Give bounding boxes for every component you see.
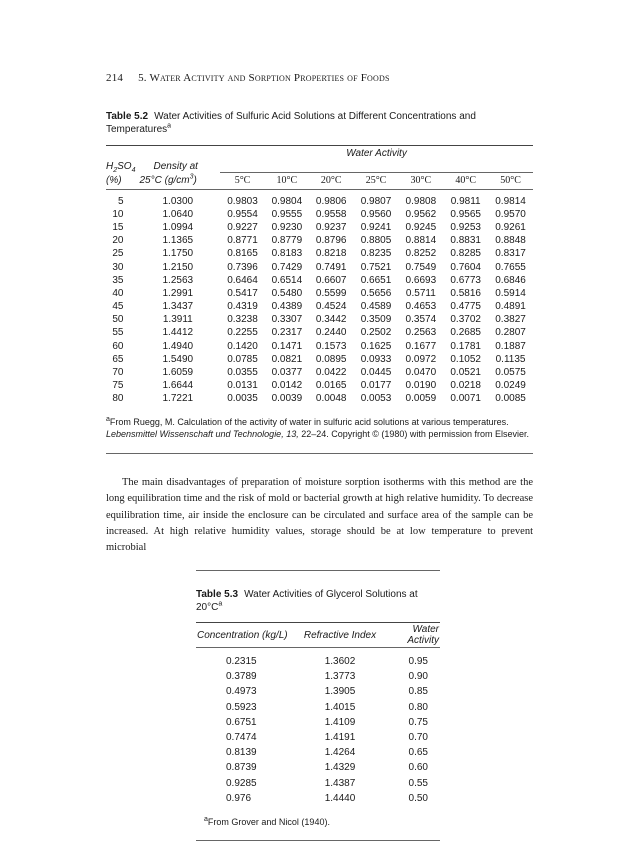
table-cell: 0.1887 bbox=[495, 340, 526, 352]
table-cell: 1.3773 bbox=[324, 671, 356, 683]
table-cell: 0.4653 bbox=[405, 301, 437, 313]
table-cell: 0.9803 bbox=[227, 195, 258, 207]
table-cell: 0.0785 bbox=[227, 353, 258, 365]
temp-header: 25°C bbox=[365, 175, 387, 186]
col-density-header: Density at bbox=[153, 161, 198, 172]
table-cell: 0.8218 bbox=[315, 248, 347, 260]
table-cell: 0.6751 bbox=[226, 716, 257, 728]
table-cell: 1.7221 bbox=[162, 393, 194, 405]
table-cell: 1.3911 bbox=[162, 314, 193, 326]
col-h2so4-header: $H_2SO_4$ bbox=[106, 161, 136, 174]
table-cell: 10 bbox=[112, 208, 124, 220]
table-cell: 0.3307 bbox=[271, 314, 303, 326]
table-cell: 0.4589 bbox=[360, 301, 392, 313]
table-cell: 0.0048 bbox=[315, 393, 347, 405]
table-cell: 0.4973 bbox=[226, 686, 257, 698]
col-water-activity-header: Water Activity bbox=[407, 624, 439, 646]
table-cell: 0.65 bbox=[408, 747, 428, 759]
table-cell: 0.9285 bbox=[226, 777, 257, 789]
table-cell: 0.976 bbox=[226, 792, 252, 804]
table-cell: 0.75 bbox=[408, 716, 428, 728]
table-cell: 0.0249 bbox=[495, 380, 526, 392]
table-cell: 0.7604 bbox=[450, 261, 481, 273]
table-cell: 0.9808 bbox=[405, 195, 437, 207]
table-cell: 0.3238 bbox=[227, 314, 258, 326]
table-cell: 45 bbox=[112, 301, 124, 313]
table-cell: 0.3574 bbox=[405, 314, 437, 326]
table-cell: 0.50 bbox=[408, 792, 428, 804]
table-cell: 0.9570 bbox=[495, 208, 526, 220]
table-row bbox=[106, 287, 533, 300]
table-cell: 0.3509 bbox=[360, 314, 392, 326]
table-cell: 0.4524 bbox=[315, 301, 347, 313]
table-cell: 75 bbox=[112, 380, 124, 392]
table-cell: 65 bbox=[112, 353, 124, 365]
table-cell: 0.0895 bbox=[315, 353, 347, 365]
table-cell: 0.7474 bbox=[226, 732, 257, 744]
table-cell: 70 bbox=[112, 367, 124, 379]
table-cell: 1.2563 bbox=[162, 274, 194, 286]
table-row bbox=[106, 247, 533, 260]
table-cell: 0.0445 bbox=[360, 367, 392, 379]
table-cell: 0.1052 bbox=[450, 353, 481, 365]
table-cell: 0.6514 bbox=[271, 274, 303, 286]
table-cell: 0.0071 bbox=[450, 393, 481, 405]
table-cell: 0.3442 bbox=[315, 314, 347, 326]
table-cell: 0.95 bbox=[408, 656, 428, 668]
table-cell: 0.0218 bbox=[450, 380, 481, 392]
sulfuric-acid-table bbox=[106, 146, 533, 406]
table-cell: 0.0355 bbox=[227, 367, 258, 379]
table-cell: 0.0470 bbox=[405, 367, 437, 379]
table-cell: 0.55 bbox=[408, 777, 428, 789]
table-cell: 0.0165 bbox=[315, 380, 347, 392]
table-row bbox=[106, 340, 533, 353]
col-concentration-header: Concentration (kg/L) bbox=[197, 629, 288, 641]
table-cell: 0.5816 bbox=[450, 287, 481, 299]
table-row bbox=[196, 715, 440, 730]
table-cell: 0.9562 bbox=[405, 208, 437, 220]
table-row bbox=[106, 208, 533, 221]
table-row bbox=[196, 730, 440, 745]
table-cell: 0.0085 bbox=[495, 393, 526, 405]
table-cell: 55 bbox=[112, 327, 124, 339]
table-cell: 1.4191 bbox=[324, 732, 356, 744]
table-cell: 0.0131 bbox=[227, 380, 258, 392]
table-row bbox=[106, 195, 533, 208]
table-cell: 0.8139 bbox=[226, 747, 257, 759]
table-cell: 0.5417 bbox=[227, 287, 258, 299]
table-5-2-caption-text: Water Activities of Sulfuric Acid Solutions at Different Concentrations and Temperatures bbox=[106, 111, 476, 135]
table-cell: 0.9554 bbox=[227, 208, 258, 220]
table-5-2 bbox=[106, 110, 533, 454]
table-cell: 0.5656 bbox=[360, 287, 392, 299]
table-cell: 0.1135 bbox=[495, 353, 526, 365]
table-cell: 0.2502 bbox=[360, 327, 392, 339]
table-5-3-caption-text: Water Activities of Glycerol Solutions at 20°C bbox=[196, 589, 418, 613]
table-cell: 0.2563 bbox=[405, 327, 437, 339]
table-cell: 0.9253 bbox=[450, 221, 481, 233]
table-cell: 0.8317 bbox=[495, 248, 526, 260]
sulfuric-acid-table-body bbox=[106, 195, 533, 406]
table-cell: 0.8779 bbox=[271, 235, 303, 247]
table-cell: 0.0821 bbox=[271, 353, 303, 365]
table-cell: 0.9565 bbox=[450, 208, 481, 220]
table-cell: 60 bbox=[112, 340, 124, 352]
table-cell: 0.2807 bbox=[495, 327, 526, 339]
col-percent-header: (%) bbox=[106, 174, 122, 186]
table-cell: 1.0994 bbox=[162, 221, 194, 233]
table-cell: 0.7655 bbox=[495, 261, 526, 273]
table-cell: 35 bbox=[112, 274, 124, 286]
table-cell: 80 bbox=[112, 393, 124, 405]
table-cell: 0.80 bbox=[408, 701, 428, 713]
table-cell: 0.85 bbox=[408, 686, 428, 698]
table-row bbox=[106, 234, 533, 247]
table-row bbox=[106, 260, 533, 273]
table-cell: 0.9237 bbox=[315, 221, 347, 233]
col-density-unit-header: 25°C $(g/cm^3)$ bbox=[139, 173, 197, 186]
table-row bbox=[106, 313, 533, 326]
page-number: 214 bbox=[106, 72, 124, 84]
table-cell: 0.70 bbox=[408, 732, 428, 744]
table-cell: 0.8796 bbox=[315, 235, 347, 247]
table-cell: 0.8771 bbox=[227, 235, 258, 247]
table-cell: 0.8805 bbox=[360, 235, 392, 247]
table-cell: 1.4264 bbox=[324, 747, 356, 759]
table-cell: 1.6644 bbox=[162, 380, 194, 392]
table-cell: 0.9804 bbox=[271, 195, 303, 207]
table-5-3-top-rule bbox=[196, 570, 440, 571]
table-cell: 0.2440 bbox=[315, 327, 347, 339]
table-cell: 0.9245 bbox=[405, 221, 437, 233]
table-cell: 1.4109 bbox=[324, 716, 356, 728]
table-cell: 0.1781 bbox=[450, 340, 481, 352]
table-5-3-footnote: $^a$From Grover and Nicol (1940). bbox=[204, 815, 330, 827]
table-cell: 0.8831 bbox=[450, 235, 481, 247]
table-cell: 0.0177 bbox=[360, 380, 392, 392]
table-cell: 1.0300 bbox=[162, 195, 194, 207]
table-row bbox=[106, 300, 533, 313]
table-cell: 0.8252 bbox=[405, 248, 437, 260]
temp-header: 50°C bbox=[500, 175, 521, 186]
table-5-2-label: Table 5.2 bbox=[106, 111, 149, 122]
running-head bbox=[106, 72, 390, 84]
glycerol-table-body bbox=[196, 654, 440, 806]
table-cell: 0.2315 bbox=[226, 656, 257, 668]
bottom-rule bbox=[106, 453, 533, 454]
table-cell: 0.4389 bbox=[271, 301, 303, 313]
table-5-3-label: Table 5.3 bbox=[196, 589, 239, 600]
table-cell: 0.7521 bbox=[360, 261, 392, 273]
table-cell: 0.0422 bbox=[315, 367, 347, 379]
table-cell: 0.9227 bbox=[227, 221, 258, 233]
glycerol-table bbox=[196, 623, 440, 806]
table-cell: 0.2685 bbox=[450, 327, 481, 339]
table-cell: 0.5480 bbox=[271, 287, 303, 299]
table-row bbox=[196, 669, 440, 684]
table-row bbox=[106, 326, 533, 339]
table-cell: 1.4015 bbox=[324, 701, 356, 713]
table-cell: 1.3905 bbox=[324, 686, 356, 698]
table-row bbox=[106, 392, 533, 405]
table-cell: 0.9558 bbox=[315, 208, 347, 220]
table-cell: 1.6059 bbox=[162, 367, 194, 379]
table-row bbox=[106, 366, 533, 379]
table-cell: 30 bbox=[112, 261, 124, 273]
table-row bbox=[196, 700, 440, 715]
table-row bbox=[106, 353, 533, 366]
table-cell: 0.8848 bbox=[495, 235, 526, 247]
body-paragraph: The main disadvantages of preparation of moisture sorption isotherms with this method are the long equilibration time and the risk of mold or bacterial growth at high relative humidity. To decrease equilibration time, air inside the enclosure can be circulated and surface area of the sample can be increased. At high relative humidity values, storage should be at low temperature to prevent microbial bbox=[106, 477, 533, 554]
table-cell: 25 bbox=[112, 248, 124, 260]
table-cell: 1.2991 bbox=[162, 287, 194, 299]
table-cell: 0.90 bbox=[408, 671, 428, 683]
table-cell: 0.9560 bbox=[360, 208, 392, 220]
table-cell: 0.0190 bbox=[405, 380, 437, 392]
table-cell: 1.3437 bbox=[162, 301, 194, 313]
table-cell: 0.6846 bbox=[495, 274, 526, 286]
table-cell: 0.0039 bbox=[271, 393, 303, 405]
table-cell: 1.0640 bbox=[162, 208, 194, 220]
table-cell: 0.8285 bbox=[450, 248, 481, 260]
table-cell: 1.4940 bbox=[162, 340, 194, 352]
table-cell: 0.9555 bbox=[271, 208, 303, 220]
table-cell: 0.4319 bbox=[227, 301, 258, 313]
col-refractive-index-header: Refractive Index bbox=[303, 629, 377, 641]
table-row bbox=[196, 776, 440, 791]
table-cell: 0.9814 bbox=[495, 195, 526, 207]
table-cell: 40 bbox=[112, 287, 124, 299]
table-cell: 0.2255 bbox=[227, 327, 258, 339]
table-5-3-caption-mark: a bbox=[218, 600, 223, 608]
table-cell: 0.8183 bbox=[271, 248, 303, 260]
table-row bbox=[196, 791, 440, 806]
table-cell: 0.0053 bbox=[360, 393, 392, 405]
table-cell: 1.1365 bbox=[162, 235, 194, 247]
table-5-3 bbox=[196, 570, 440, 841]
table-cell: 0.9806 bbox=[315, 195, 347, 207]
table-row bbox=[196, 684, 440, 699]
table-row bbox=[196, 654, 440, 669]
table-cell: 0.1573 bbox=[315, 340, 347, 352]
water-activity-group-header: Water Activity bbox=[346, 147, 407, 159]
table-cell: 0.8235 bbox=[360, 248, 392, 260]
table-cell: 0.9811 bbox=[450, 195, 481, 207]
temp-header: 20°C bbox=[320, 175, 342, 186]
table-cell: 0.6693 bbox=[405, 274, 437, 286]
table-cell: 0.7396 bbox=[227, 261, 258, 273]
table-5-2-caption bbox=[106, 110, 533, 136]
table-cell: 1.2150 bbox=[162, 261, 194, 273]
table-cell: 0.5923 bbox=[226, 701, 257, 713]
table-cell: 0.8739 bbox=[226, 762, 257, 774]
table-cell: 0.9261 bbox=[495, 221, 526, 233]
table-cell: 0.60 bbox=[408, 762, 428, 774]
table-cell: 0.7491 bbox=[315, 261, 347, 273]
table-5-2-caption-mark: a bbox=[167, 122, 172, 130]
table-cell: 1.5490 bbox=[162, 353, 194, 365]
table-cell: 0.0575 bbox=[495, 367, 526, 379]
table-cell: 0.1471 bbox=[271, 340, 303, 352]
table-cell: 0.1677 bbox=[405, 340, 437, 352]
table-cell: 0.6651 bbox=[360, 274, 392, 286]
table-cell: 0.9230 bbox=[271, 221, 303, 233]
table-cell: 1.4387 bbox=[324, 777, 356, 789]
table-row bbox=[106, 274, 533, 287]
table-cell: 0.0933 bbox=[360, 353, 392, 365]
table-cell: 0.4891 bbox=[495, 301, 526, 313]
table-cell: 0.0059 bbox=[405, 393, 437, 405]
chapter-title: 5. Water Activity and Sorption Properties of Foods bbox=[138, 72, 390, 84]
table-cell: 0.6773 bbox=[450, 274, 481, 286]
temp-header: 30°C bbox=[410, 175, 432, 186]
table-cell: 0.0377 bbox=[271, 367, 303, 379]
table-cell: 0.3827 bbox=[495, 314, 526, 326]
table-cell: 0.8814 bbox=[405, 235, 437, 247]
table-5-2-footnote: $^a$From Ruegg, M. Calculation of the activity of water in sulfuric acid solutions at various temperatures. Lebensmittel Wissenschaft und Technologie, 13, 22–24. Copyright © (1980) with permission from Elsevier. bbox=[106, 415, 529, 439]
table-cell: 1.4412 bbox=[162, 327, 194, 339]
table-cell: 0.0972 bbox=[405, 353, 437, 365]
table-cell: 0.6607 bbox=[315, 274, 347, 286]
table-cell: 0.3702 bbox=[450, 314, 481, 326]
table-cell: 1.4440 bbox=[324, 792, 356, 804]
table-cell: 0.5914 bbox=[495, 287, 526, 299]
table-cell: 0.1420 bbox=[227, 340, 258, 352]
table-cell: 0.8165 bbox=[227, 248, 258, 260]
temp-header: 5°C bbox=[234, 175, 251, 186]
table-cell: 0.9807 bbox=[360, 195, 392, 207]
table-cell: 0.0035 bbox=[227, 393, 258, 405]
temp-header: 40°C bbox=[455, 175, 477, 186]
table-cell: 0.5711 bbox=[405, 287, 436, 299]
table-cell: 50 bbox=[112, 314, 124, 326]
table-row bbox=[196, 745, 440, 760]
table-cell: 1.3602 bbox=[324, 656, 356, 668]
table-cell: 0.2317 bbox=[271, 327, 303, 339]
table-row bbox=[106, 221, 533, 234]
table-cell: 0.9241 bbox=[360, 221, 392, 233]
table-cell: 0.0142 bbox=[271, 380, 303, 392]
table-5-3-caption bbox=[196, 588, 440, 614]
table-cell: 5 bbox=[117, 195, 124, 207]
table-cell: 0.5599 bbox=[315, 287, 347, 299]
table-row bbox=[196, 760, 440, 775]
table-cell: 0.6464 bbox=[227, 274, 258, 286]
table-cell: 0.7549 bbox=[405, 261, 437, 273]
table-cell: 0.7429 bbox=[271, 261, 303, 273]
table-cell: 0.1625 bbox=[360, 340, 392, 352]
table-row bbox=[106, 379, 533, 392]
table-cell: 1.4329 bbox=[324, 762, 356, 774]
table-cell: 20 bbox=[112, 235, 124, 247]
table-cell: 0.4775 bbox=[450, 301, 481, 313]
table-cell: 0.0521 bbox=[450, 367, 481, 379]
temp-header: 10°C bbox=[276, 175, 298, 186]
table-cell: 0.3789 bbox=[226, 671, 257, 683]
table-cell: 15 bbox=[112, 221, 124, 233]
table-cell: 1.1750 bbox=[162, 248, 194, 260]
